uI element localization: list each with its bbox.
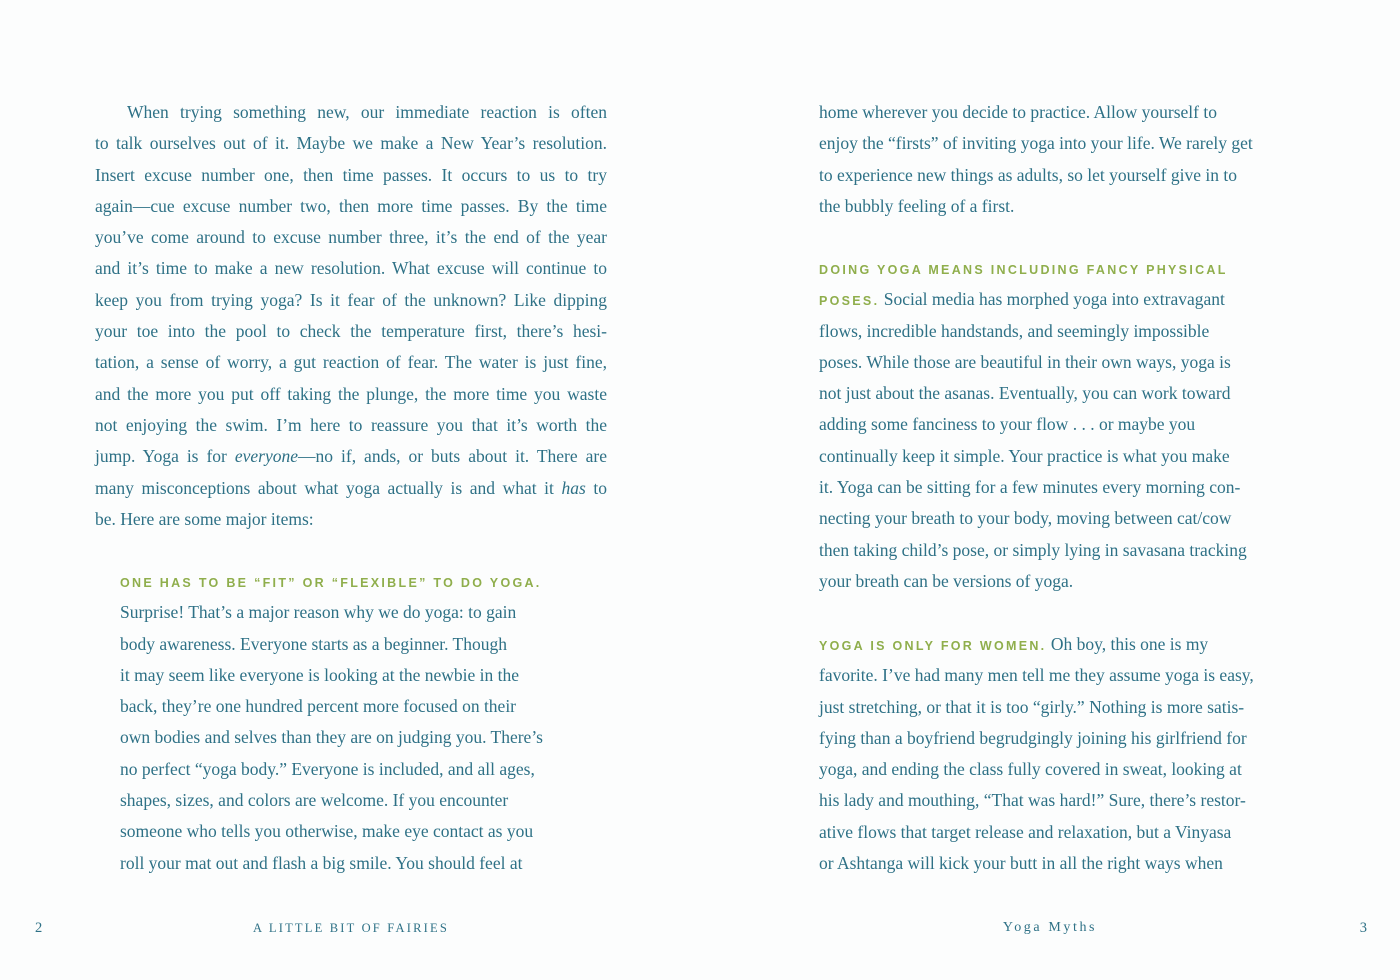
section-heading: DOING YOGA MEANS INCLUDING FANCY PHYSICAL: [819, 263, 1228, 277]
page-number-right: 3: [1359, 920, 1367, 936]
text-line: YOGA IS ONLY FOR WOMEN. Oh boy, this one is my: [819, 634, 1209, 654]
text-line: then taking child’s pose, or simply lying in savasana tracking: [819, 539, 1247, 560]
text-line: adding some fanciness to your flow . . . or maybe you: [819, 414, 1196, 435]
text-line: yoga, and ending the class fully covered in sweat, looking at: [819, 759, 1242, 780]
section-heading: YOGA IS ONLY FOR WOMEN.: [819, 639, 1047, 653]
text-line: no perfect “yoga body.” Everyone is included, and all ages,: [120, 758, 535, 779]
text-line: be. Here are some major items:: [95, 508, 314, 529]
text-line: roll your mat out and flash a big smile. You should feel at: [120, 852, 523, 873]
text-line: you’ve come around to excuse number three, it’s the end of the year: [95, 227, 607, 248]
continuation-paragraph: [819, 97, 1281, 222]
text-line: many misconceptions about what yoga actually is and what it has to: [95, 477, 607, 498]
emphasis-text: has: [561, 477, 586, 498]
text-line: [120, 566, 578, 597]
text-line: tation, a sense of worry, a gut reaction of fear. The water is just fine,: [95, 352, 607, 373]
text-line: Insert excuse number one, then time passes. It occurs to us to try: [95, 164, 607, 185]
text-line: just stretching, or that it is too “girly.” Nothing is more satis-: [819, 696, 1245, 717]
text-line: favorite. I’ve had many men tell me they assume yoga is easy,: [819, 665, 1254, 686]
text-line: and it’s time to make a new resolution. What excuse will continue to: [95, 258, 607, 279]
text-line: flows, incredible handstands, and seemingly impossible: [819, 320, 1210, 341]
intro-paragraph: [95, 97, 607, 535]
text-line: fying than a boyfriend begrudgingly joining his girlfriend for: [819, 727, 1247, 748]
section-heading: ONE HAS TO BE “FIT” OR “FLEXIBLE” TO DO YOGA.: [120, 576, 542, 590]
text-line: his lady and mouthing, “That was hard!” Sure, there’s restor-: [819, 790, 1246, 811]
text-line: and the more you put off taking the plunge, the more time you waste: [95, 383, 607, 404]
text-line: own bodies and selves than they are on judging you. There’s: [120, 727, 543, 748]
text-line: not enjoying the swim. I’m here to reassure you that it’s worth the: [95, 414, 607, 435]
running-head-book-title: A LITTLE BIT OF FAIRIES: [253, 921, 449, 935]
text-line: ative flows that target release and relaxation, but a Vinyasa: [819, 821, 1232, 842]
text-line: or Ashtanga will kick your butt in all the right ways when: [819, 853, 1223, 874]
text-line: back, they’re one hundred percent more focused on their: [120, 696, 517, 717]
text-line: enjoy the “firsts” of inviting yoga into your life. We rarely get: [819, 133, 1253, 154]
text-line: POSES. Social media has morphed yoga into extravagant: [819, 289, 1225, 310]
text-line: Surprise! That’s a major reason why we do yoga: to gain: [120, 602, 517, 623]
page-number-left: 2: [35, 920, 43, 936]
section-heading: POSES.: [819, 294, 880, 309]
text-line: necting your breath to your body, moving between cat/cow: [819, 508, 1232, 529]
text-line: shapes, sizes, and colors are welcome. If you encounter: [120, 790, 509, 811]
text-line: it. Yoga can be sitting for a few minutes every morning con-: [819, 477, 1241, 498]
text-line: again—cue excuse number two, then more time passes. By the time: [95, 195, 607, 216]
text-line: jump. Yoga is for everyone—no if, ands, or buts about it. There are: [95, 446, 607, 467]
text-line: not just about the asanas. Eventually, you can work toward: [819, 383, 1231, 404]
running-head-chapter-title: Yoga Myths: [1002, 920, 1098, 935]
text-line: your breath can be versions of yoga.: [819, 570, 1074, 591]
text-line: When trying something new, our immediate reaction is often: [127, 102, 607, 122]
text-line: continually keep it simple. Your practice is what you make: [819, 445, 1230, 466]
text-line: the bubbly feeling of a first.: [819, 195, 1015, 216]
text-line: someone who tells you otherwise, make eye contact as you: [120, 821, 534, 842]
text-line: to talk ourselves out of it. Maybe we make a New Year’s resolution.: [95, 133, 607, 154]
text-line: home wherever you decide to practice. Allow yourself to: [819, 102, 1217, 122]
text-line: your toe into the pool to check the temperature first, there’s hesi-: [95, 321, 607, 342]
myth-item-only-for-women: [819, 629, 1281, 879]
text-line: body awareness. Everyone starts as a beginner. Though: [120, 633, 507, 654]
text-line: [819, 253, 1281, 284]
myth-item-fit-flexible: [120, 566, 578, 879]
myth-item-fancy-poses: [819, 253, 1281, 597]
text-line: it may seem like everyone is looking at the newbie in the: [120, 664, 519, 685]
text-line: poses. While those are beautiful in their own ways, yoga is: [819, 351, 1231, 372]
emphasis-text: everyone: [234, 446, 299, 467]
text-line: to experience new things as adults, so let yourself give in to: [819, 164, 1237, 185]
text-line: keep you from trying yoga? Is it fear of the unknown? Like dipping: [95, 289, 607, 310]
